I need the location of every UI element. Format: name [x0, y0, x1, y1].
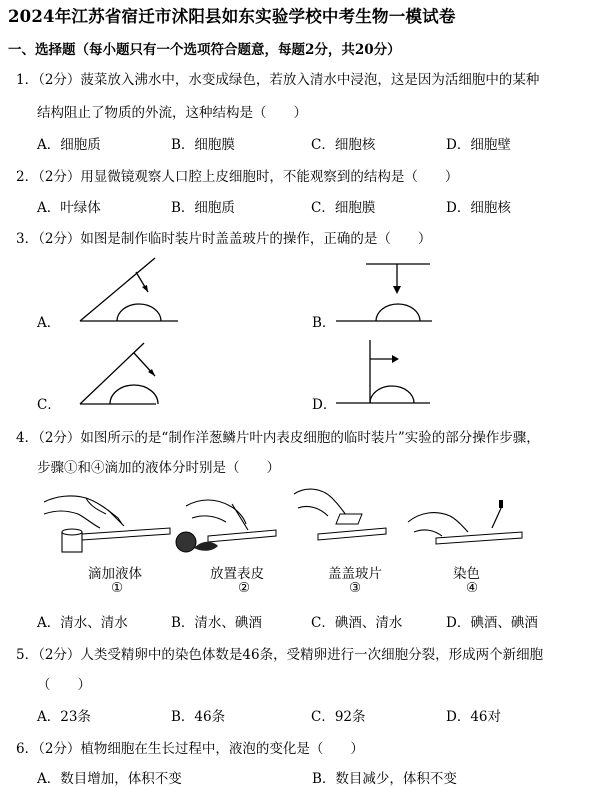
question-5-text-cont: （ ）: [37, 677, 91, 693]
q5-option-c[interactable]: C．92条: [311, 709, 366, 725]
question-4-text: 4．（2分）如图所示的是“制作洋葱鳞片叶内表皮细胞的临时装片”实验的部分操作步骤，: [16, 430, 540, 446]
section-heading: 一、选择题（每小题只有一个选项符合题意，每题2分，共20分）: [8, 42, 401, 58]
exam-title: 2024年江苏省宿迁市沭阳县如东实验学校中考生物一模试卷: [8, 7, 456, 26]
step4-label: 染色: [453, 566, 480, 582]
q3-option-a[interactable]: A．: [37, 315, 61, 331]
step3-illustration: [288, 484, 388, 556]
q5-option-a[interactable]: A．23条: [37, 709, 91, 725]
q2-option-a[interactable]: A．叶绿体: [37, 200, 101, 216]
step3-number: ③: [349, 580, 362, 596]
q1-option-c[interactable]: C．细胞核: [311, 137, 376, 153]
q2-option-b[interactable]: B．细胞质: [171, 200, 235, 216]
step4-illustration: [406, 498, 526, 554]
q4-option-c[interactable]: C．碘酒、清水: [311, 615, 403, 631]
step3-label: 盖盖玻片: [328, 566, 382, 582]
step2-illustration: [172, 490, 277, 558]
question-2-text: 2．（2分）用显微镜观察人口腔上皮细胞时，不能观察到的结构是（ ）: [16, 169, 459, 185]
q4-option-d[interactable]: D．碘酒、碘酒: [446, 615, 538, 631]
step2-label: 放置表皮: [210, 566, 264, 582]
q3-figure-d: [336, 340, 436, 406]
step2-number: ②: [238, 580, 251, 596]
q5-option-b[interactable]: B．46条: [171, 709, 226, 725]
question-1-text-cont: 结构阻止了物质的外流，这种结构是（ ）: [37, 105, 307, 121]
step1-illustration: [42, 488, 172, 558]
q6-option-a[interactable]: A．数目增加，体积不变: [37, 771, 182, 787]
q3-figure-c: [80, 343, 190, 407]
step4-number: ④: [466, 580, 479, 596]
q5-option-d[interactable]: D．46对: [446, 709, 502, 725]
q4-option-a[interactable]: A．清水、清水: [37, 615, 128, 631]
step1-label: 滴加液体: [88, 566, 142, 582]
question-6-text: 6．（2分）植物细胞在生长过程中，液泡的变化是（ ）: [16, 741, 364, 757]
q3-figure-a: [80, 258, 190, 324]
question-3-text: 3．（2分）如图是制作临时装片时盖盖玻片的操作，正确的是（ ）: [16, 231, 432, 247]
q6-option-b[interactable]: B．数目减少，体积不变: [312, 771, 457, 787]
q3-figure-b: [336, 262, 436, 324]
q1-option-d[interactable]: D．细胞壁: [446, 137, 511, 153]
question-5-text: 5．（2分）人类受精卵中的染色体数是46条，受精卵进行一次细胞分裂，形成两个新细胞: [16, 647, 544, 663]
q1-option-a[interactable]: A．细胞质: [37, 137, 101, 153]
step1-number: ①: [111, 580, 124, 596]
q3-option-b[interactable]: B．: [312, 315, 336, 331]
q2-option-c[interactable]: C．细胞膜: [311, 200, 376, 216]
q1-option-b[interactable]: B．细胞膜: [171, 137, 235, 153]
question-4-text-cont: 步骤①和④滴加的液体分时别是（ ）: [37, 460, 280, 476]
q4-option-b[interactable]: B．清水、碘酒: [171, 615, 262, 631]
q3-option-c[interactable]: C．: [37, 397, 61, 413]
question-1-text: 1．（2分）菠菜放入沸水中，水变成绿色，若放入清水中浸泡，这是因为活细胞中的某种: [16, 72, 540, 88]
q2-option-d[interactable]: D．细胞核: [446, 200, 511, 216]
q3-option-d[interactable]: D．: [312, 397, 337, 413]
